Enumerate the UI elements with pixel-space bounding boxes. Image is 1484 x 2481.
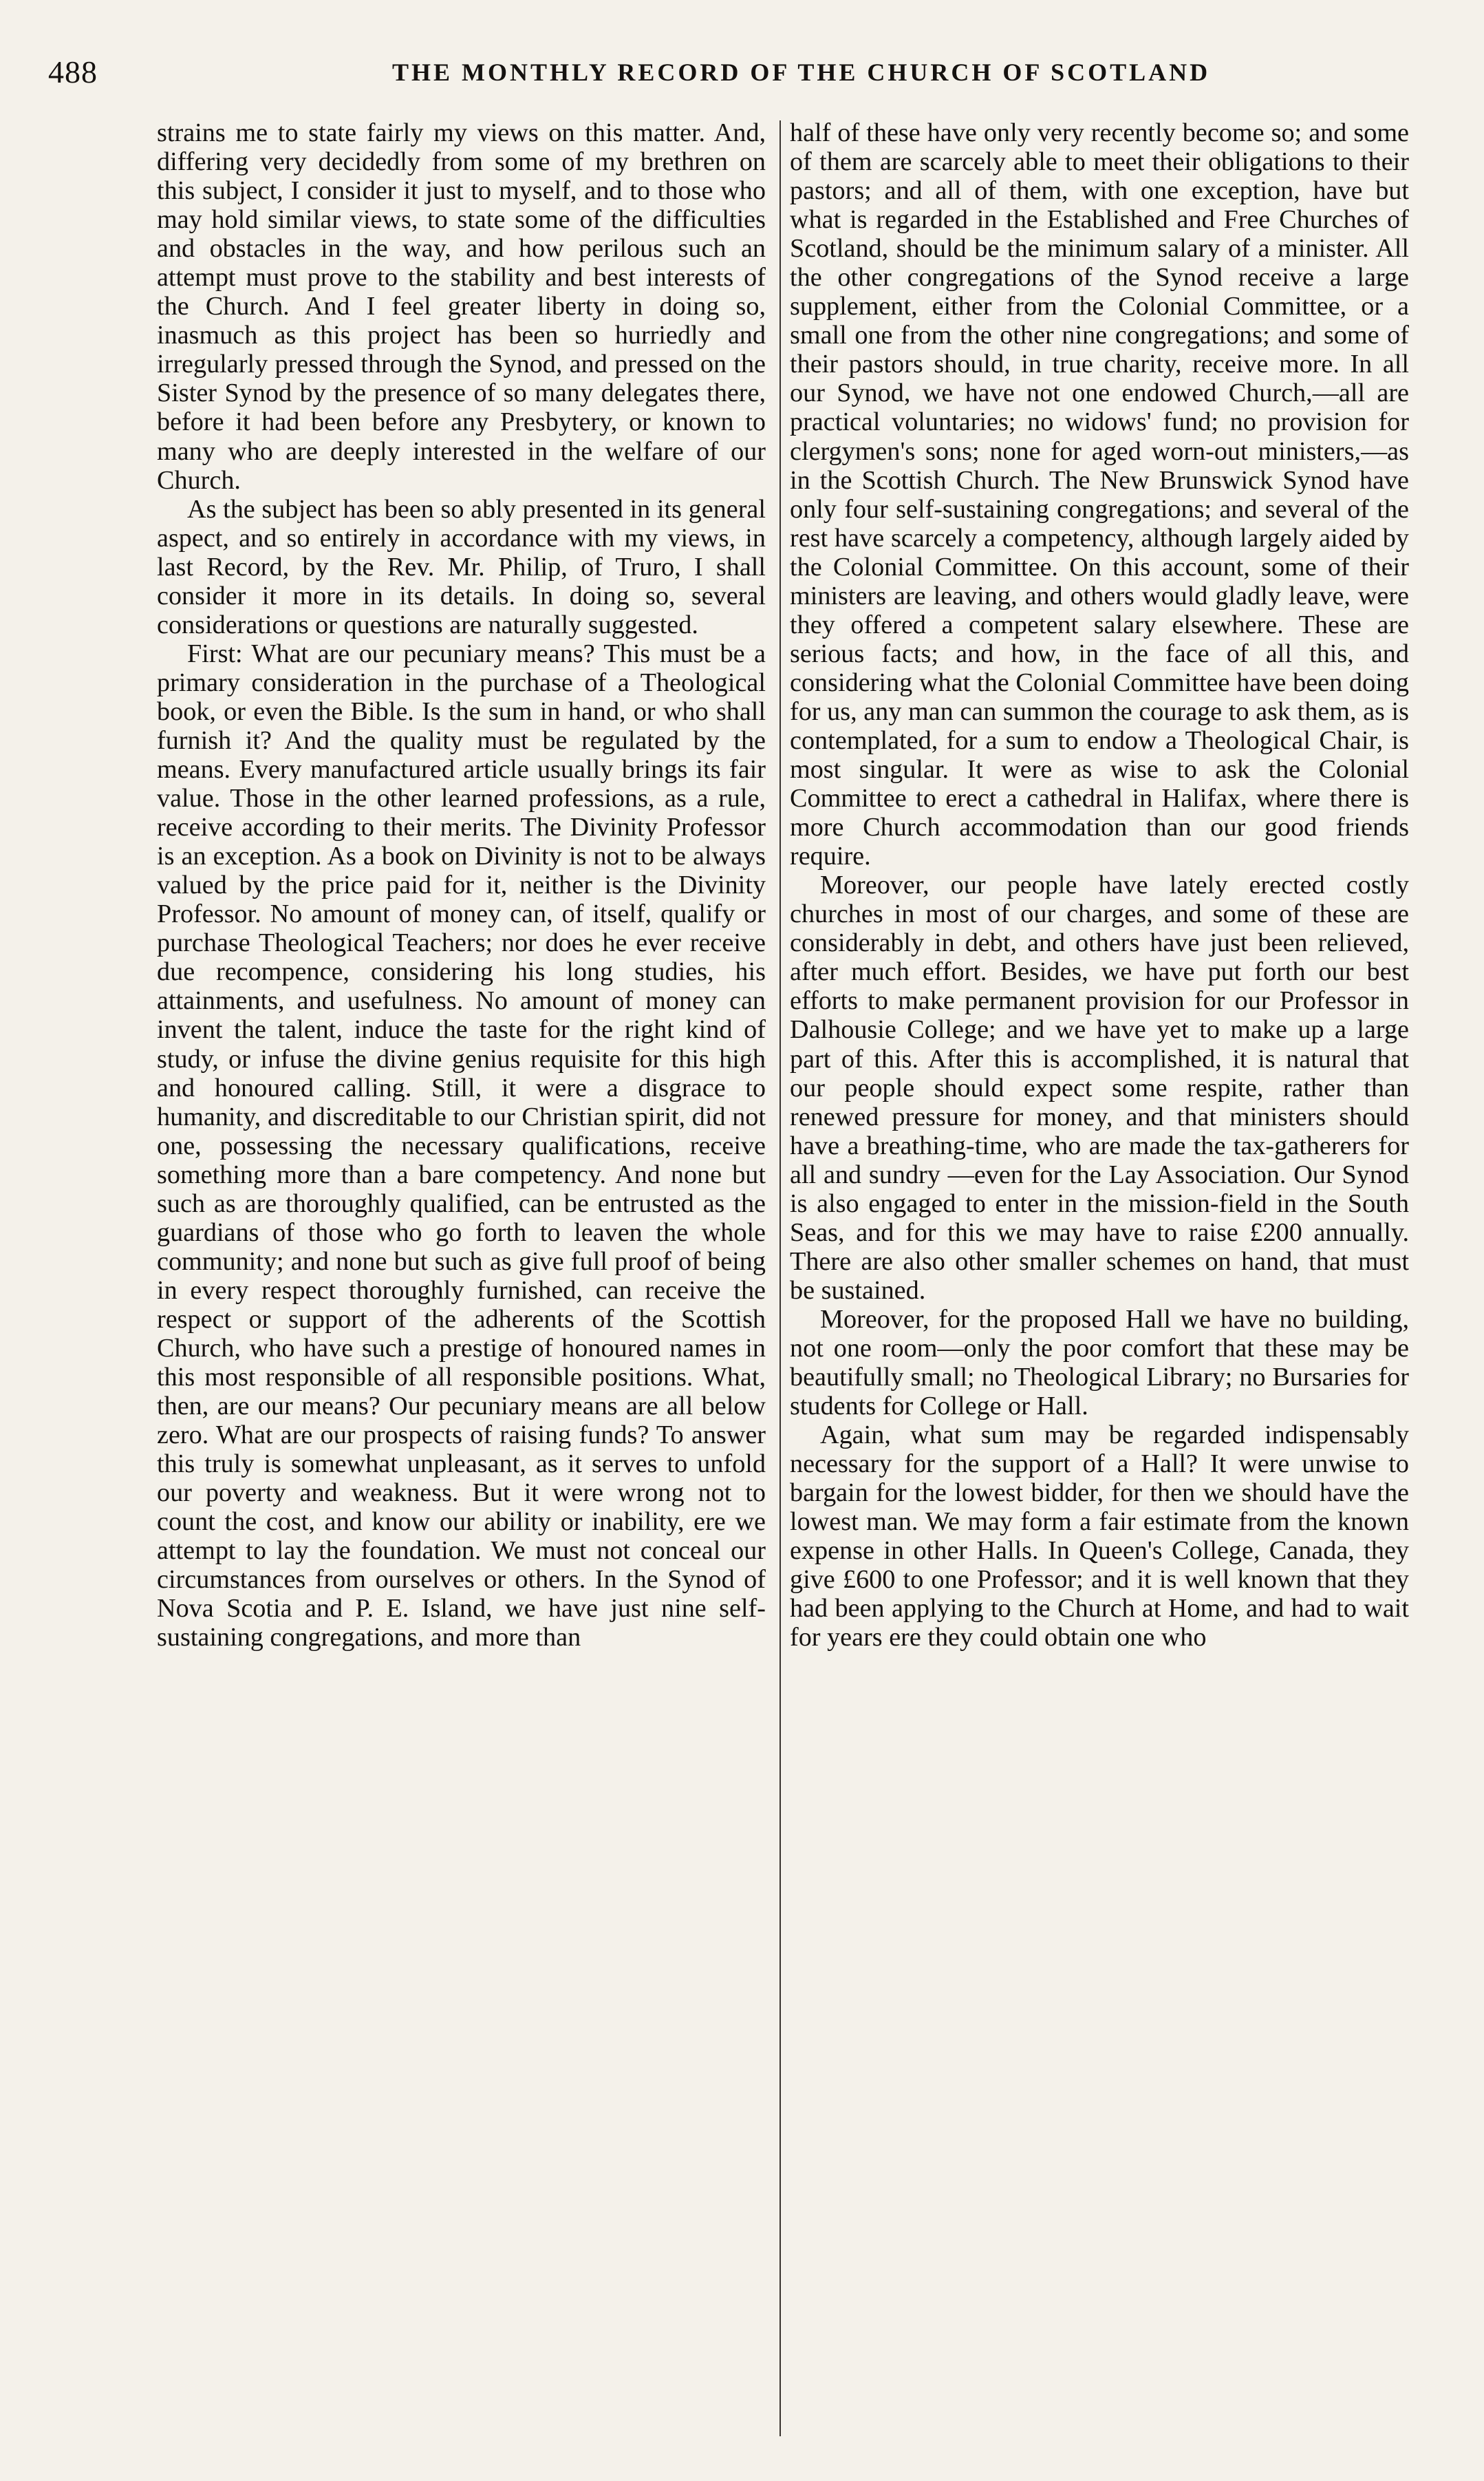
- left-column: [157, 118, 766, 2445]
- paragraph: Again, what sum may be regarded indispensably necessary for the support of a Hall? It were unwise to bargain for the lowest bidder, for then we should have the lowest man. We may form a fair estimate from the known expense in other Halls. In Queen's College, Canada, they give £600 to one Professor; and it is well known that they had been applying to the Church at Home, and had to wait for years ere they could obtain one who: [790, 1420, 1409, 1652]
- paragraph: Moreover, for the proposed Hall we have no building, not one room—only the poor comfort that these may be beautifully small; no Theological Library; no Bursaries for students for College or Hall.: [790, 1304, 1409, 1421]
- paragraph: First: What are our pecuniary means? This must be a primary consideration in the purchase of a Theological book, or even the Bible. Is the sum in hand, or who shall furnish it? And the quality must be regulated by the means. Every manufactured article usually brings its fair value. Those in the other learned professions, as a rule, receive according to their merits. The Divinity Professor is an exception. As a book on Divinity is not to be always valued by the price paid for it, neither is the Divinity Professor. No amount of money can, of itself, qualify or purchase Theological Teachers; nor does he ever receive due recompence, considering his long studies, his attainments, and usefulness. No amount of money can invent the talent, induce the taste for the right kind of study, or infuse the divine genius requisite for this high and honoured calling. Still, it were a disgrace to humanity, and discreditable to our Christian spirit, did not one, possessing the necessary qualifications, receive something more than a bare competency. And none but such as are thoroughly qualified, can be entrusted as the guardians of those who go forth to leaven the whole community; and none but such as give full proof of being in every respect thoroughly furnished, can receive the respect or support of the adherents of the Scottish Church, who have such a prestige of honoured names in this most responsible of all responsible positions. What, then, are our means? Our pecuniary means are all below zero. What are our prospects of raising funds? To answer this truly is somewhat unpleasant, as it serves to unfold our poverty and weakness. But it were wrong not to count the cost, and know our ability or inability, ere we attempt to lay the foundation. We must not conceal our circumstances from ourselves or others. In the Synod of Nova Scotia and P. E. Island, we have just nine self-sustaining congregations, and more than: [157, 639, 766, 1652]
- journal-title: THE MONTHLY RECORD OF THE CHURCH OF SCOTLAND: [392, 58, 1211, 86]
- paragraph: strains me to state fairly my views on this matter. And, differing very decidedly from some of my brethren on this subject, I consider it just to myself, and to those who may hold similar views, to state some of the difficulties and obstacles in the way, and how perilous such an attempt must prove to the stability and best interests of the Church. And I feel greater liberty in doing so, inasmuch as this project has been so hurriedly and irregularly pressed through the Synod, and pressed on the Sister Synod by the presence of so many delegates there, before it had been before any Presbytery, or known to many who are deeply interested in the welfare of our Church.: [157, 118, 766, 495]
- right-column: [790, 118, 1409, 2445]
- paragraph: Moreover, our people have lately erected costly churches in most of our charges, and some of these are considerably in debt, and others have just been relieved, after much effort. Besides, we have put forth our best efforts to make permanent provision for our Professor in Dalhousie College; and we have yet to make up a large part of this. After this is accomplished, it is natural that our people should expect some respite, rather than renewed pressure for money, and that ministers should have a breathing-time, who are made the tax-gatherers for all and sundry —even for the Lay Association. Our Synod is also engaged to enter in the mission-field in the South Seas, and for this we may have to raise £200 annually. There are also other smaller schemes on hand, that must be sustained.: [790, 871, 1409, 1305]
- running-head: [48, 54, 1431, 102]
- paragraph: As the subject has been so ably presented in its general aspect, and so entirely in accordance with my views, in last Record, by the Rev. Mr. Philip, of Truro, I shall consider it more in its details. In doing so, several considerations or questions are naturally suggested.: [157, 494, 766, 639]
- paragraph: half of these have only very recently become so; and some of them are scarcely able to meet their obligations to their pastors; and all of them, with one exception, have but what is regarded in the Established and Free Churches of Scotland, should be the minimum salary of a minister. All the other congregations of the Synod receive a large supplement, either from the Colonial Committee, or a small one from the other nine congregations; and some of their pastors should, in true charity, receive more. In all our Synod, we have not one endowed Church,—all are practical voluntaries; no widows' fund; no provision for clergymen's sons; none for aged worn-out ministers,—as in the Scottish Church. The New Brunswick Synod have only four self-sustaining congregations; and several of the rest have scarcely a competency, although largely aided by the Colonial Committee. On this account, some of their ministers are leaving, and others would gladly leave, were they offered a competent salary elsewhere. These are serious facts; and how, in the face of all this, and considering what the Colonial Committee have been doing for us, any man can summon the courage to ask them, as is contemplated, for a sum to endow a Theological Chair, is most singular. It were as wise to ask the Colonial Committee to erect a cathedral in Halifax, where there is more Church accommodation than our good friends require.: [790, 118, 1409, 871]
- column-divider: [779, 120, 781, 2436]
- page-number: 488: [48, 54, 98, 89]
